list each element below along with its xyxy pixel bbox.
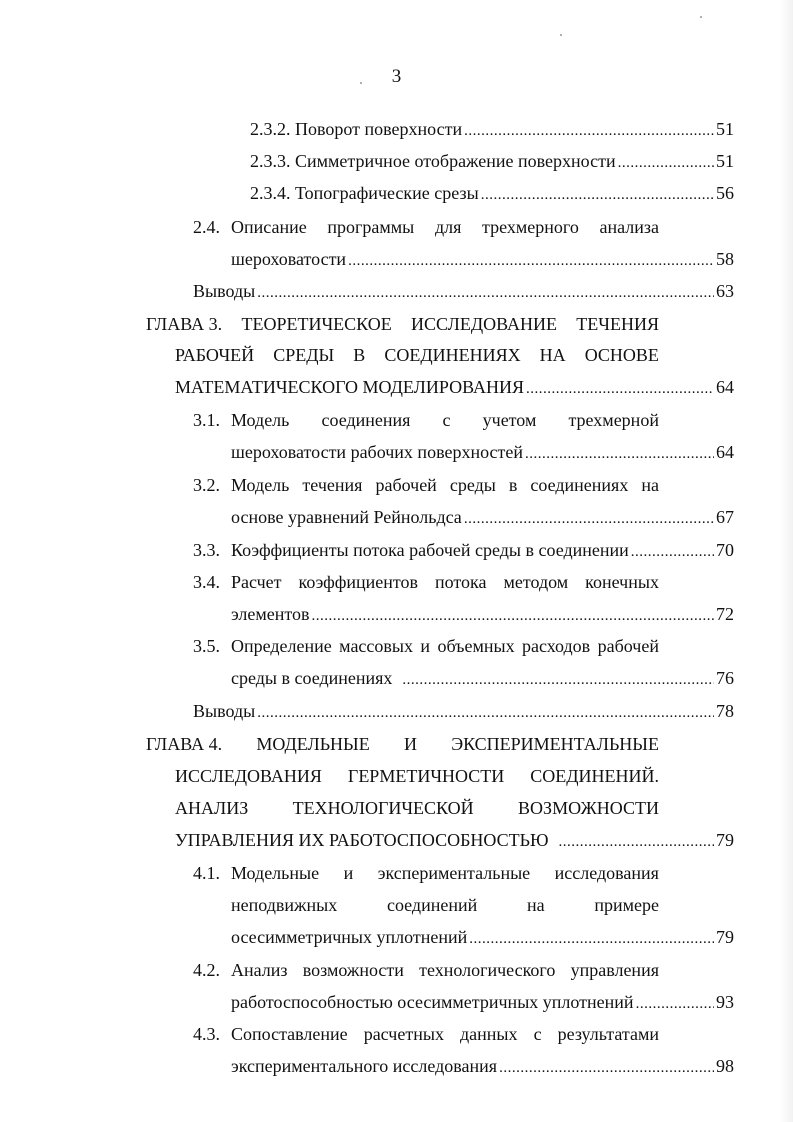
- chapter-4-line2: [175, 761, 659, 791]
- word: неподвижных: [231, 895, 338, 915]
- word: рабочей: [375, 475, 437, 495]
- word: примере: [594, 895, 659, 915]
- chapter-4-line1: [146, 729, 659, 759]
- word: объемных: [437, 636, 515, 656]
- word: для: [434, 217, 462, 237]
- dot-leader: [348, 246, 714, 276]
- dot-leader: [464, 116, 714, 146]
- toc-entry-4-3-line2: [231, 1051, 734, 1081]
- word: НА: [539, 345, 566, 365]
- toc-entry-conclusions-3: [193, 696, 734, 726]
- word: и: [343, 863, 354, 883]
- dot-leader: [481, 180, 714, 210]
- word: ЭКСПЕРИМЕНТАЛЬНЫЕ: [451, 734, 659, 754]
- chapter-3-line2: [175, 340, 659, 370]
- toc-entry-number: 2.3.3.: [250, 151, 291, 171]
- word: Модель: [231, 475, 290, 495]
- toc-entry-title: Поворот поверхности: [295, 119, 463, 139]
- word: ИССЛЕДОВАНИЕ: [411, 314, 557, 334]
- toc-entry-4-1-line1: [231, 858, 659, 888]
- word: ТЕОРЕТИЧЕСКОЕ: [241, 314, 392, 334]
- toc-entry-2-3-4: [250, 178, 734, 208]
- scan-speck: [360, 82, 362, 84]
- word: с: [442, 410, 451, 430]
- toc-entry-number-3-4: 3.4.: [193, 572, 220, 592]
- word: Расчет: [231, 572, 282, 592]
- dot-leader: [525, 439, 714, 469]
- word: МОДЕЛЬНЫЕ: [256, 734, 370, 754]
- word: исследования: [554, 863, 659, 883]
- word: СОЕДИНЕНИЙ.: [530, 766, 659, 786]
- word: ГЛАВА 4.: [146, 734, 223, 754]
- toc-entry-page: 79: [716, 927, 734, 947]
- toc-entry-2-3-3: [250, 146, 734, 176]
- chapter-title: УПРАВЛЕНИЯ ИХ РАБОТОСПОСОБНОСТЬЮ: [175, 830, 549, 850]
- toc-entry-page: 79: [716, 830, 734, 850]
- dot-leader: [559, 827, 715, 857]
- word: массовых: [339, 636, 413, 656]
- dot-leader: [469, 924, 714, 954]
- word: ГЕРМЕТИЧНОСТИ: [347, 766, 505, 786]
- toc-entry-3-5-line2: [231, 663, 734, 693]
- dot-leader: [499, 1053, 714, 1083]
- chapter-4-line3: [175, 793, 659, 823]
- toc-entry-page: 98: [716, 1056, 734, 1076]
- word: расчетных: [363, 1024, 444, 1044]
- word: управления: [570, 960, 659, 980]
- toc-entry-3-5-line1: [231, 631, 659, 661]
- word: и: [420, 636, 431, 656]
- dot-leader: [631, 537, 714, 567]
- toc-entry-3-2-line1: [231, 470, 659, 500]
- word: Сопоставление: [231, 1024, 348, 1044]
- word: трехмерного: [482, 217, 579, 237]
- toc-entry-number-3-1: 3.1.: [193, 410, 220, 430]
- chapter-4-line4: [175, 825, 734, 855]
- toc-entry-page: 63: [716, 281, 734, 301]
- toc-entry-2-4-line1: [231, 212, 659, 242]
- toc-entry-2-4-line2: [231, 244, 734, 274]
- chapter-3-line1: [146, 309, 659, 339]
- scan-speck: [700, 16, 702, 18]
- toc-entry-3-4-line1: [231, 567, 659, 597]
- toc-entry-title: элементов: [231, 604, 310, 624]
- word: данных: [460, 1024, 518, 1044]
- word: Модельные: [231, 863, 320, 883]
- toc-entry-title: Симметричное отображение поверхности: [295, 151, 616, 171]
- toc-entry-title: шероховатости: [231, 249, 347, 269]
- word: СОЕДИНЕНИЯХ: [384, 345, 521, 365]
- toc-entry-title: Выводы: [193, 701, 256, 721]
- word: трехмерной: [568, 410, 659, 430]
- chapter-title: МАТЕМАТИЧЕСКОГО МОДЕЛИРОВАНИЯ: [175, 377, 524, 397]
- toc-entry-number-4-2: 4.2.: [193, 960, 220, 980]
- word: учетом: [482, 410, 537, 430]
- toc-entry-page: 51: [716, 151, 734, 171]
- toc-entry-page: 93: [716, 992, 734, 1012]
- toc-entry-title: Выводы: [193, 281, 256, 301]
- toc-entry-title: среды в соединениях: [231, 668, 393, 688]
- dot-leader: [312, 601, 714, 631]
- word: соединений: [386, 895, 478, 915]
- word: на: [526, 895, 545, 915]
- word: Определение: [231, 636, 332, 656]
- toc-entry-4-1-line2: [231, 890, 659, 920]
- toc-entry-number: 2.3.4.: [250, 183, 291, 203]
- toc-entry-page: 51: [716, 119, 734, 139]
- dot-leader: [636, 989, 714, 1019]
- toc-entry-4-2-line1: [231, 955, 659, 985]
- toc-entry-number-3-2: 3.2.: [193, 475, 220, 495]
- toc-entry-title: основе уравнений Рейнольдса: [231, 507, 462, 527]
- word: методом: [503, 572, 569, 592]
- dot-leader: [257, 278, 714, 308]
- word: АНАЛИЗ: [175, 798, 249, 818]
- word: ИССЛЕДОВАНИЯ: [175, 766, 322, 786]
- toc-entry-title: работоспособностью осесимметричных уплотнений: [231, 992, 634, 1012]
- toc-entry-page: 76: [716, 668, 734, 688]
- toc-entry-number: 2.3.2.: [250, 119, 291, 139]
- word: СРЕДЫ: [273, 345, 335, 365]
- toc-entry-3-2-line2: [231, 502, 734, 532]
- toc-entry-page: 67: [716, 507, 734, 527]
- toc-entry-page: 72: [716, 604, 734, 624]
- word: Описание: [231, 217, 307, 237]
- toc-entry-title: Топографические срезы: [295, 183, 479, 203]
- toc-entry-number-4-3: 4.3.: [193, 1024, 220, 1044]
- toc-entry-number-3-3: 3.3.: [193, 540, 220, 560]
- word: Модель: [231, 410, 290, 430]
- word: расходов: [521, 636, 591, 656]
- word: программы: [327, 217, 415, 237]
- word: возможности: [302, 960, 404, 980]
- toc-entry-page: 58: [716, 249, 734, 269]
- word: РАБОЧЕЙ: [175, 345, 255, 365]
- toc-entry-conclusions-2: [193, 276, 734, 306]
- toc-entry-title: осесимметричных уплотнений: [231, 927, 468, 947]
- toc-entry-title: шероховатости рабочих поверхностей: [231, 442, 524, 462]
- toc-entry-page: 70: [716, 540, 734, 560]
- toc-entry-3-4-line2: [231, 599, 734, 629]
- word: ТЕХНОЛОГИЧЕСКОЙ: [292, 798, 474, 818]
- dot-leader: [257, 698, 714, 728]
- word: результатами: [557, 1024, 659, 1044]
- word: ГЛАВА 3.: [146, 314, 223, 334]
- toc-entry-2-3-2: [250, 114, 734, 144]
- word: соединениях: [530, 475, 629, 495]
- word: соединения: [321, 410, 411, 430]
- word: В: [353, 345, 366, 365]
- dot-leader: [526, 374, 714, 404]
- toc-entry-4-3-line1: [231, 1019, 659, 1049]
- dot-leader: [618, 148, 714, 178]
- toc-entry-number-4-1: 4.1.: [193, 863, 220, 883]
- chapter-3-line3: [175, 372, 734, 402]
- word: коэффициентов: [298, 572, 419, 592]
- word: экспериментальные: [377, 863, 531, 883]
- toc-entry-3-3: [231, 535, 734, 565]
- toc-entry-4-1-line3: [231, 922, 734, 952]
- word: рабочей: [597, 636, 659, 656]
- word: потока: [435, 572, 487, 592]
- page-number: 3: [391, 66, 402, 87]
- scan-speck: [560, 34, 562, 36]
- word: конечных: [585, 572, 659, 592]
- toc-entry-number-3-5: 3.5.: [193, 636, 220, 656]
- toc-entry-page: 56: [716, 183, 734, 203]
- word: ОСНОВЕ: [584, 345, 659, 365]
- toc-entry-3-1-line2: [231, 437, 734, 467]
- word: в: [508, 475, 518, 495]
- toc-entry-page: 64: [716, 442, 734, 462]
- word: среды: [449, 475, 496, 495]
- toc-entry-4-2-line2: [231, 987, 734, 1017]
- dot-leader: [402, 665, 714, 695]
- toc-entry-title: Коэффициенты потока рабочей среды в соединении: [231, 540, 629, 560]
- scan-edge-shadow: [779, 0, 793, 1122]
- toc-entry-page: 64: [716, 377, 734, 397]
- word: ВОЗМОЖНОСТИ: [518, 798, 659, 818]
- toc-entry-page: 78: [716, 701, 734, 721]
- word: с: [533, 1024, 542, 1044]
- toc-entry-3-1-line1: [231, 405, 659, 435]
- word: Анализ: [231, 960, 288, 980]
- word: ТЕЧЕНИЯ: [576, 314, 659, 334]
- word: на: [641, 475, 659, 495]
- toc-entry-title: экспериментального исследования: [231, 1056, 498, 1076]
- dot-leader: [464, 504, 714, 534]
- word: И: [403, 734, 417, 754]
- toc-entry-number-2-4: 2.4.: [193, 217, 220, 237]
- word: анализа: [599, 217, 659, 237]
- word: технологического: [419, 960, 556, 980]
- word: течения: [302, 475, 363, 495]
